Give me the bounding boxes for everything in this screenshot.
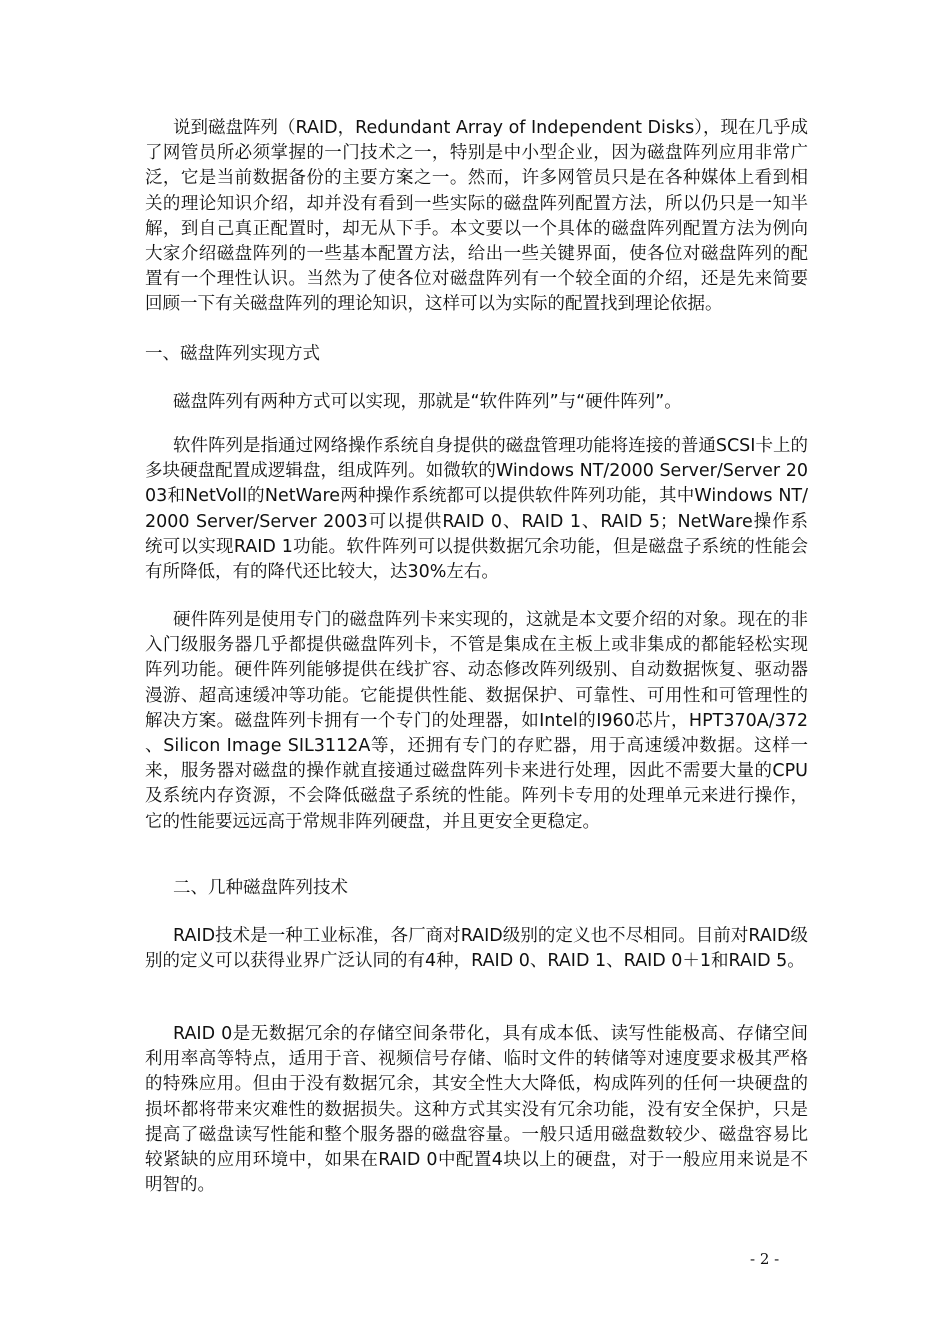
implementation-paragraph: 磁盘阵列有两种方式可以实现，那就是“软件阵列”与“硬件阵列”。 [173,392,682,412]
intro-paragraph: 说到磁盘阵列（RAID，Redundant Array of Independent Disks），现在几乎成了网管员所必须掌握的一门技术之一，特别是中小型企业，因为磁盘阵列应用非常广泛，它是当前数据备份的主要方案之一。然而，许多网管员只是在各种媒体上看到相关的理论知识介绍，却并没有看到一些实际的磁盘阵列配置方法，所以仍只是一知半解，到自己真正配置时，却无从下手。本文要以一个具体的磁盘阵列配置方法为例向大家介绍磁盘阵列的一些基本配置方法，给出一些关键界面，使各位对磁盘阵列的配置有一个理性认识。当然为了使各位对磁盘阵列有一个较全面的介绍，还是先来简要回顾一下有关磁盘阵列的理论知识，这样可以为实际的配置找到理论依据。 [145,118,808,315]
section-heading-1: 一、磁盘阵列实现方式 [145,344,320,364]
raid0-paragraph: RAID 0是无数据冗余的存储空间条带化，具有成本低、读写性能极高、存储空间利用率高等特点，适用于音、视频信号存储、临时文件的转储等对速度要求极其严格的特殊应用。但由于没有数据冗余，其安全性大大降低，构成阵列的任何一块硬盘的损坏都将带来灾难性的数据损失。这种方式其实没有冗余功能，没有安全保护，只是提高了磁盘读写性能和整个服务器的磁盘容量。一般只适用磁盘数较少、磁盘容易比较紧缺的应用环境中，如果在RAID 0中配置4块以上的硬盘，对于一般应用来说是不明智的。 [145,1024,808,1196]
hardware-array-paragraph: 硬件阵列是使用专门的磁盘阵列卡来实现的，这就是本文要介绍的对象。现在的非入门级服务器几乎都提供磁盘阵列卡，不管是集成在主板上或非集成的都能轻松实现阵列功能。硬件阵列能够提供在线扩容、动态修改阵列级别、自动数据恢复、驱动器漫游、超高速缓冲等功能。它能提供性能、数据保护、可靠性、可用性和可管理性的解决方案。磁盘阵列卡拥有一个专门的处理器，如Intel的I960芯片，HPT370A/372 、Silicon Image SIL3112A等，还拥有专门的存贮器，用于高速缓冲数据。这样一来，服务器对磁盘的操作就直接通过磁盘阵列卡来进行处理，因此不需要大量的CPU及系统内存资源，不会降低磁盘子系统的性能。阵列卡专用的处理单元来进行操作，它的性能要远远高于常规非阵列硬盘，并且更安全更稳定。 [145,610,808,832]
software-array-paragraph: 软件阵列是指通过网络操作系统自身提供的磁盘管理功能将连接的普通SCSI卡上的多块硬盘配置成逻辑盘，组成阵列。如微软的Windows NT/2000 Server/Server 2003和NetVoll的NetWare两种操作系统都可以提供软件阵列功能，其中Windows NT/2000 Server/Server 2003可以提供RAID 0、RAID 1、RAID 5；NetWare操作系统可以实现RAID 1功能。软件阵列可以提供数据冗余功能，但是磁盘子系统的性能会有所降低，有的降代还比较大，达30%左右。 [145,436,808,583]
section-heading-2: 二、几种磁盘阵列技术 [173,878,348,898]
raid-standard-paragraph: RAID技术是一种工业标准，各厂商对RAID级别的定义也不尽相同。目前对RAID级别的定义可以获得业界广泛认同的有4种，RAID 0、RAID 1、RAID 0＋1和RAID 5。 [145,926,808,972]
page-number: - 2 - [750,1250,780,1268]
